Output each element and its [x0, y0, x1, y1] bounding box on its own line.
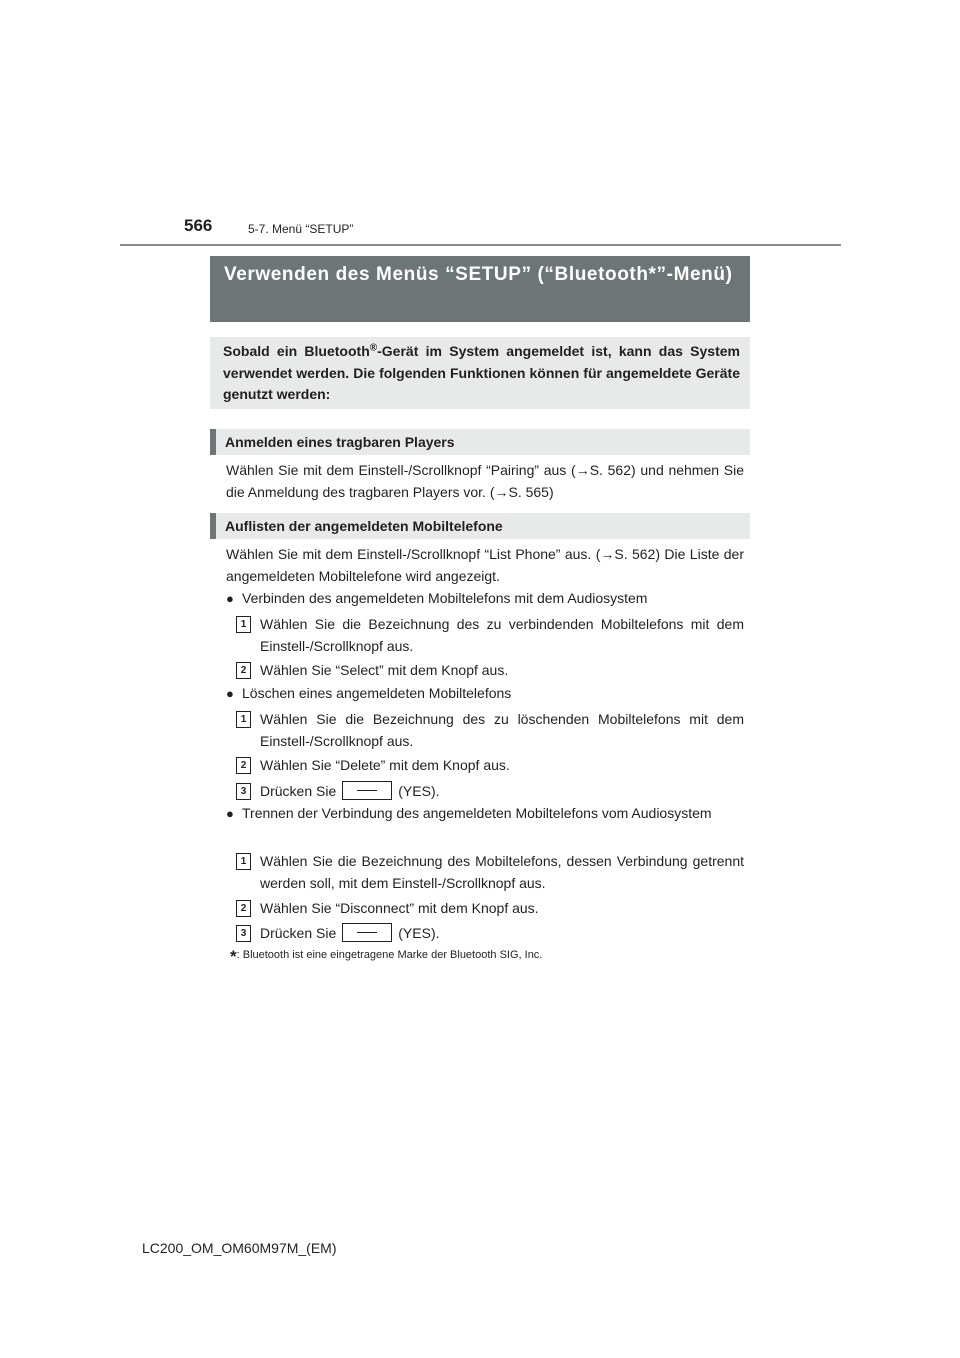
step-number: 2	[236, 757, 251, 774]
step-text: Wählen Sie die Bezeichnung des zu löschenden Mobiltelefons mit dem Einstell-/Scrollknopf aus.	[260, 711, 744, 749]
step-number: 1	[236, 616, 251, 633]
bullet-dot-icon: ●	[226, 686, 234, 701]
document-code: LC200_OM_OM60M97M_(EM)	[142, 1240, 337, 1256]
subheading-list-phone	[210, 513, 750, 539]
step-number: 3	[236, 783, 251, 800]
intro-text	[223, 341, 740, 406]
step-text: Wählen Sie “Select” mit dem Knopf aus.	[260, 662, 509, 678]
section-reference: 5-7. Menü “SETUP”	[248, 222, 354, 236]
subheading-bar	[210, 513, 216, 539]
page-number: 566	[184, 216, 213, 235]
subheading-pairing	[210, 429, 750, 455]
step-text: Wählen Sie “Delete” mit dem Knopf aus.	[260, 757, 510, 773]
step-text-end: (YES).	[398, 925, 440, 941]
step-text	[260, 923, 744, 945]
step-text	[260, 781, 744, 803]
step-text-start: Drücken Sie	[260, 783, 337, 799]
intro-text-start: Sobald ein Bluetooth	[223, 343, 370, 359]
step-number: 3	[236, 925, 251, 942]
footnote-star: *	[230, 947, 237, 966]
step-text-end: (YES).	[398, 783, 440, 799]
pairing-paragraph: Wählen Sie mit dem Einstell-/Scrollknopf “Pairing” aus (→S. 562) und nehmen Sie die Anmeldung des tragbaren Players vor. (→S. 565)	[226, 462, 744, 500]
subheading-text: Auflisten der angemeldeten Mobiltelefone	[225, 518, 503, 534]
step-text: Wählen Sie “Disconnect” mit dem Knopf aus.	[260, 900, 539, 916]
step-number: 2	[236, 662, 251, 679]
step-text-start: Drücken Sie	[260, 925, 337, 941]
yes-key-icon	[342, 781, 392, 800]
intro-text-end: -Gerät im System angemeldet ist, kann das System verwendet werden. Die folgenden Funktionen können für angemeldete Geräte genutzt werden:	[223, 343, 740, 402]
registered-mark: ®	[369, 342, 378, 354]
subheading-bar	[210, 429, 216, 455]
step-text: Wählen Sie die Bezeichnung des zu verbindenden Mobiltelefons mit dem Einstell-/Scrollknopf aus.	[260, 616, 744, 654]
subheading-text: Anmelden eines tragbaren Players	[225, 434, 455, 450]
section-title: Verwenden des Menüs “SETUP” (“Bluetooth*”-Menü)	[224, 264, 733, 285]
step-number: 1	[236, 711, 251, 728]
bullet-text: Trennen der Verbindung des angemeldeten Mobiltelefons vom Audiosystem	[242, 805, 712, 821]
yes-key-icon	[342, 923, 392, 942]
list-phone-paragraph: Wählen Sie mit dem Einstell-/Scrollknopf “List Phone” aus. (→S. 562) Die Liste der angemeldeten Mobiltelefone wird angezeigt.	[226, 546, 744, 584]
intro-box	[210, 337, 750, 409]
header-rule	[120, 244, 841, 246]
section-title-box	[210, 256, 750, 322]
footnote	[230, 947, 542, 967]
bullet-text: Verbinden des angemeldeten Mobiltelefons mit dem Audiosystem	[242, 590, 648, 606]
footnote-text: : Bluetooth ist eine eingetragene Marke der Bluetooth SIG, Inc.	[236, 949, 543, 961]
bullet-dot-icon: ●	[226, 591, 234, 606]
bullet-dot-icon: ●	[226, 806, 234, 821]
step-number: 1	[236, 853, 251, 870]
bullet-text: Löschen eines angemeldeten Mobiltelefons	[242, 685, 512, 701]
step-text: Wählen Sie die Bezeichnung des Mobiltelefons, dessen Verbindung getrennt werden soll, mit dem Einstell-/Scrollknopf aus.	[260, 853, 744, 891]
step-number: 2	[236, 900, 251, 917]
